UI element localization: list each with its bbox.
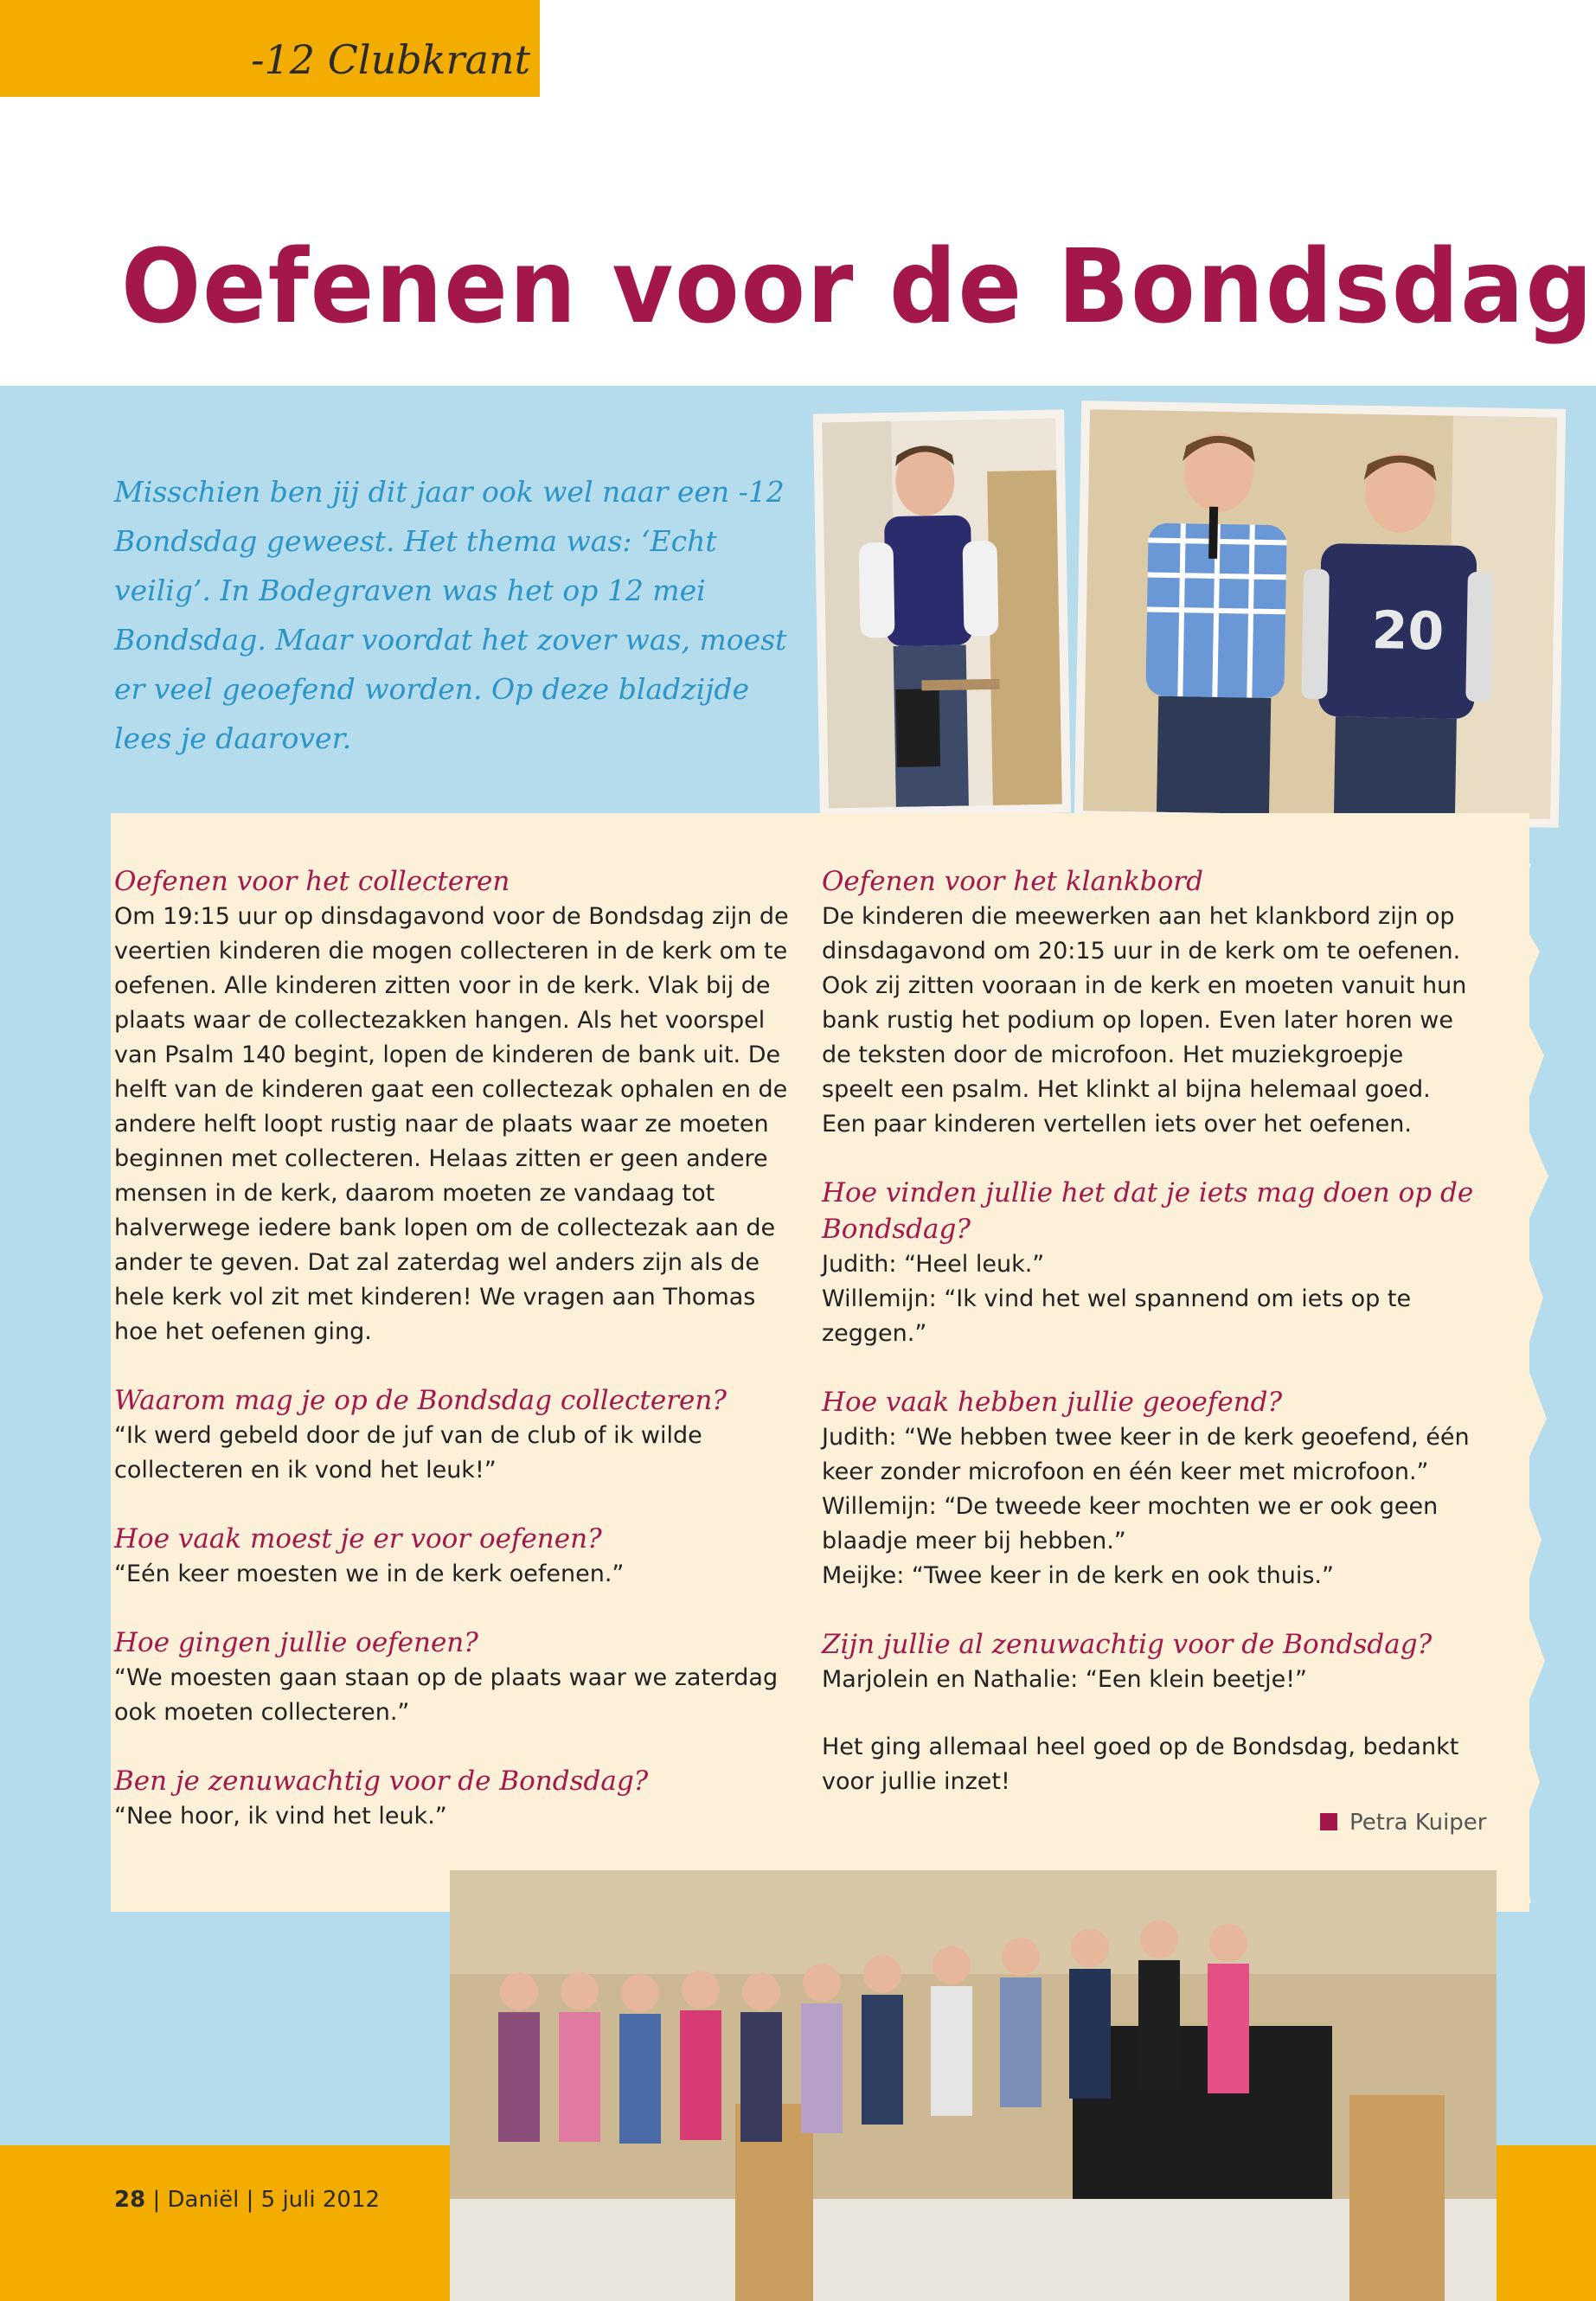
footer-separator: | xyxy=(152,2187,161,2213)
section-heading: Oefenen voor het klankbord xyxy=(822,866,1203,897)
question-heading: Hoe gingen jullie oefenen? xyxy=(114,1627,478,1658)
photo-boys-microphone xyxy=(1074,401,1566,828)
svg-text:20: 20 xyxy=(1371,600,1445,663)
question-heading: Ben je zenuwachtig voor de Bondsdag? xyxy=(114,1766,649,1797)
answer-line: Willemijn: “De tweede keer mochten we er ook geen blaadje meer bij hebben.” xyxy=(822,1493,1439,1554)
closing-text: Het ging allemaal heel goed op de Bondsdag, bedankt voor jullie inzet! xyxy=(822,1734,1459,1795)
page-number: 28 xyxy=(114,2187,146,2213)
author-credit xyxy=(1320,1810,1486,1836)
author-name: Petra Kuiper xyxy=(1349,1810,1487,1836)
section-text: De kinderen die meewerken aan het klankbord zijn op dinsdagavond om 20:15 uur in de kerk om te oefenen. Ook zij zitten vooraan in de kerk en moeten vanuit hun bank rustig het podium op lopen. Even later horen we de teksten door de microfoon. Het muziekgroepje speelt een psalm. Het klinkt al bijna helemaal goed. Een paar kinderen vertellen iets over het oefenen. xyxy=(822,903,1467,1138)
article-left-column xyxy=(114,863,789,1834)
question-heading: Hoe vaak moest je er voor oefenen? xyxy=(114,1523,602,1554)
question-heading: Hoe vinden jullie het dat je iets mag doen op de Bondsdag? xyxy=(822,1177,1474,1245)
answer-line: Marjolein en Nathalie: “Een klein beetje!” xyxy=(822,1666,1308,1693)
answer-text: “Nee hoor, ik vind het leuk.” xyxy=(114,1803,447,1830)
header-tab-label: -12 Clubkrant xyxy=(251,36,531,83)
answer-line: Judith: “We hebben twee keer in de kerk geoefend, één keer zonder microfoon en één keer met microfoon.” xyxy=(822,1424,1470,1485)
article-right-column xyxy=(822,863,1479,1799)
issue-date: 5 juli 2012 xyxy=(260,2187,381,2213)
question-heading: Hoe vaak hebben jullie geoefend? xyxy=(822,1387,1283,1418)
intro-text: Misschien ben jij dit jaar ook wel naar een -12 Bondsdag geweest. Het thema was: ‘Echt veilig’. In Bodegraven was het op 12 mei Bondsdag. Maar voordat het zover was, moest er veel geoefend worden. Op deze bladzijde lees je daarover. xyxy=(114,475,787,755)
section-heading: Oefenen voor het collecteren xyxy=(114,866,510,897)
section-text: Om 19:15 uur op dinsdagavond voor de Bondsdag zijn de veertien kinderen die mogen collecteren in de kerk om te oefenen. Alle kinderen zitten voor in de kerk. Vlak bij de plaats waar de collectezakken hangen. Als het voorspel van Psalm 140 begint, lopen de kinderen de bank uit. De helft van de kinderen gaat een collectezak ophalen en de andere helft loopt rustig naar de plaats waar ze moeten beginnen met collecteren. Helaas zitten er geen andere mensen in de kerk, daarom moeten ze vandaag tot halverwege iedere bank lopen om de collectezak aan de ander te geven. Dat zal zaterdag wel anders zijn als de hele kerk vol zit met kinderen! We vragen aan Thomas hoe het oefenen ging. xyxy=(114,903,789,1345)
page-title: Oefenen voor de Bondsdag xyxy=(121,227,1594,346)
footer-separator: | xyxy=(246,2187,254,2213)
panel-torn-edge xyxy=(1505,830,1557,1903)
footer-text xyxy=(114,2187,380,2213)
photo-children-stage xyxy=(450,1870,1497,2301)
answer-line: Meijke: “Twee keer in de kerk en ook thuis.” xyxy=(822,1562,1334,1589)
answer-line: Judith: “Heel leuk.” xyxy=(822,1251,1045,1278)
question-heading: Zijn jullie al zenuwachtig voor de Bondsdag? xyxy=(822,1629,1433,1660)
question-heading: Waarom mag je op de Bondsdag collecteren? xyxy=(114,1385,727,1416)
author-square-icon xyxy=(1320,1813,1337,1830)
answer-line: Willemijn: “Ik vind het wel spannend om iets op te zeggen.” xyxy=(822,1285,1412,1347)
answer-text: “Eén keer moesten we in de kerk oefenen.” xyxy=(114,1561,625,1587)
magazine-name: Daniël xyxy=(167,2187,240,2213)
answer-text: “Ik werd gebeld door de juf van de club of ik wilde collecteren en ik vond het leuk!” xyxy=(114,1422,702,1484)
photo-boy-collecting xyxy=(813,410,1071,817)
answer-text: “We moesten gaan staan op de plaats waar we zaterdag ook moeten collecteren.” xyxy=(114,1664,779,1726)
